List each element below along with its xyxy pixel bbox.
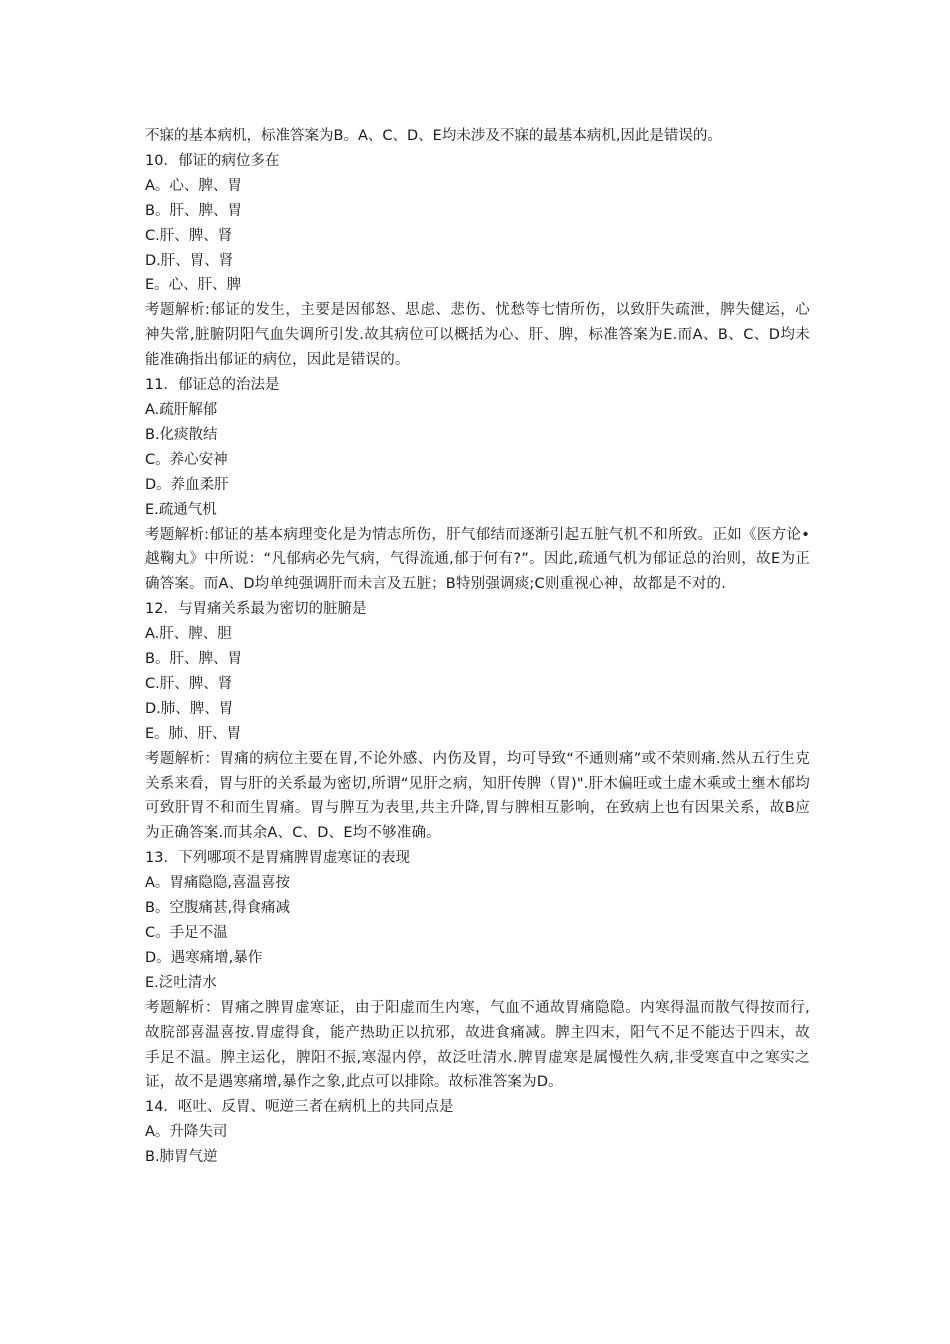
answer-option: E.疏通气机 — [145, 501, 217, 518]
explanation-paragraph: 考题解析:郁证的发生，主要是因郁怒、思虑、悲伤、忧愁等七情所伤，以致肝失疏泄，脾失健运，心神失常,脏腑阴阳气血失调所引发.故其病位可以概括为心、肝、脾，标准答案为E.而A、B、C、D均未能准确指出郁证的病位，因此是错误的。 — [145, 302, 810, 369]
answer-option: A.疏肝解郁 — [145, 401, 218, 418]
question-stem: 10．郁证的病位多在 — [145, 152, 280, 169]
answer-option: C。养心安神 — [145, 451, 228, 468]
question-stem: 14．呕吐、反胃、呃逆三者在病机上的共同点是 — [145, 1099, 454, 1116]
answer-option: B.肺胃气逆 — [145, 1149, 218, 1166]
answer-option: D.肝、胃、肾 — [145, 252, 234, 269]
answer-option: D.肺、脾、胃 — [145, 700, 234, 717]
explanation-paragraph: 考题解析:郁证的基本病理变化是为情志所伤，肝气郁结而逐渐引起五脏气机不和所致。正如《医方论•越鞠丸》中所说：“凡郁病必先气病，气得流通,郁于何有?”。因此,疏通气机为郁证总的治则，故E为正确答案。而A、D均单纯强调肝而未言及五脏；B特别强调痰;C则重视心神，故都是不对的. — [145, 526, 810, 593]
text-line: 不寐的基本病机，标准答案为B。A、C、D、E均未涉及不寐的最基本病机,因此是错误的。 — [145, 128, 722, 144]
answer-option: E.泛吐清水 — [145, 974, 217, 991]
answer-option: C.肝、脾、肾 — [145, 675, 233, 692]
answer-option: C。手足不温 — [145, 925, 228, 941]
answer-option: A。胃痛隐隐,喜温喜按 — [145, 875, 291, 892]
question-stem: 13．下列哪项不是胃痛脾胃虚寒证的表现 — [145, 850, 410, 867]
question-stem: 11．郁证总的治法是 — [145, 377, 280, 394]
question-stem: 12．与胃痛关系最为密切的脏腑是 — [145, 601, 367, 618]
document-page — [145, 124, 810, 1170]
answer-option: E。肺、肝、胃 — [145, 725, 242, 742]
answer-option: B。肝、脾、胃 — [145, 651, 242, 668]
answer-option: A。心、脾、胃 — [145, 177, 242, 194]
answer-option: D。遇寒痛增,暴作 — [145, 949, 263, 966]
answer-option: B.化痰散结 — [145, 426, 218, 443]
explanation-paragraph: 考题解析：胃痛之脾胃虚寒证，由于阳虚而生内寒，气血不通故胃痛隐隐。内寒得温而散气得按而行,故脘部喜温喜按.胃虚得食，能产热助正以抗邪，故进食痛减。脾主四末，阳气不足不能达于四末，故手足不温。脾主运化，脾阳不振,寒湿内停，故泛吐清水.脾胃虚寒是属慢性久病,非受寒直中之寒实之证，故不是遇寒痛增,暴作之象,此点可以排除。故标准答案为D。 — [145, 999, 810, 1091]
answer-option: E。心、肝、脾 — [145, 277, 242, 294]
answer-option: B。肝、脾、胃 — [145, 202, 242, 219]
answer-option: A.肝、脾、胆 — [145, 626, 232, 643]
explanation-paragraph: 考题解析：胃痛的病位主要在胃,不论外感、内伤及胃，均可导致“不通则痛”或不荣则痛.然从五行生克关系来看，胃与肝的关系最为密切,所谓“见肝之病，知肝传脾（胃)".肝木偏旺或土虚木乘或土壅木郁均可致肝胃不和而生胃痛。胃与脾互为表里,共主升降,胃与脾相互影响，在致病上也有因果关系，故B应为正确答案.而其余A、C、D、E均不够准确。 — [145, 750, 810, 842]
answer-option: C.肝、脾、肾 — [145, 227, 233, 244]
answer-option: A。升降失司 — [145, 1124, 228, 1141]
answer-option: B。空腹痛甚,得食痛减 — [145, 900, 291, 917]
answer-option: D。养血柔肝 — [145, 476, 229, 493]
